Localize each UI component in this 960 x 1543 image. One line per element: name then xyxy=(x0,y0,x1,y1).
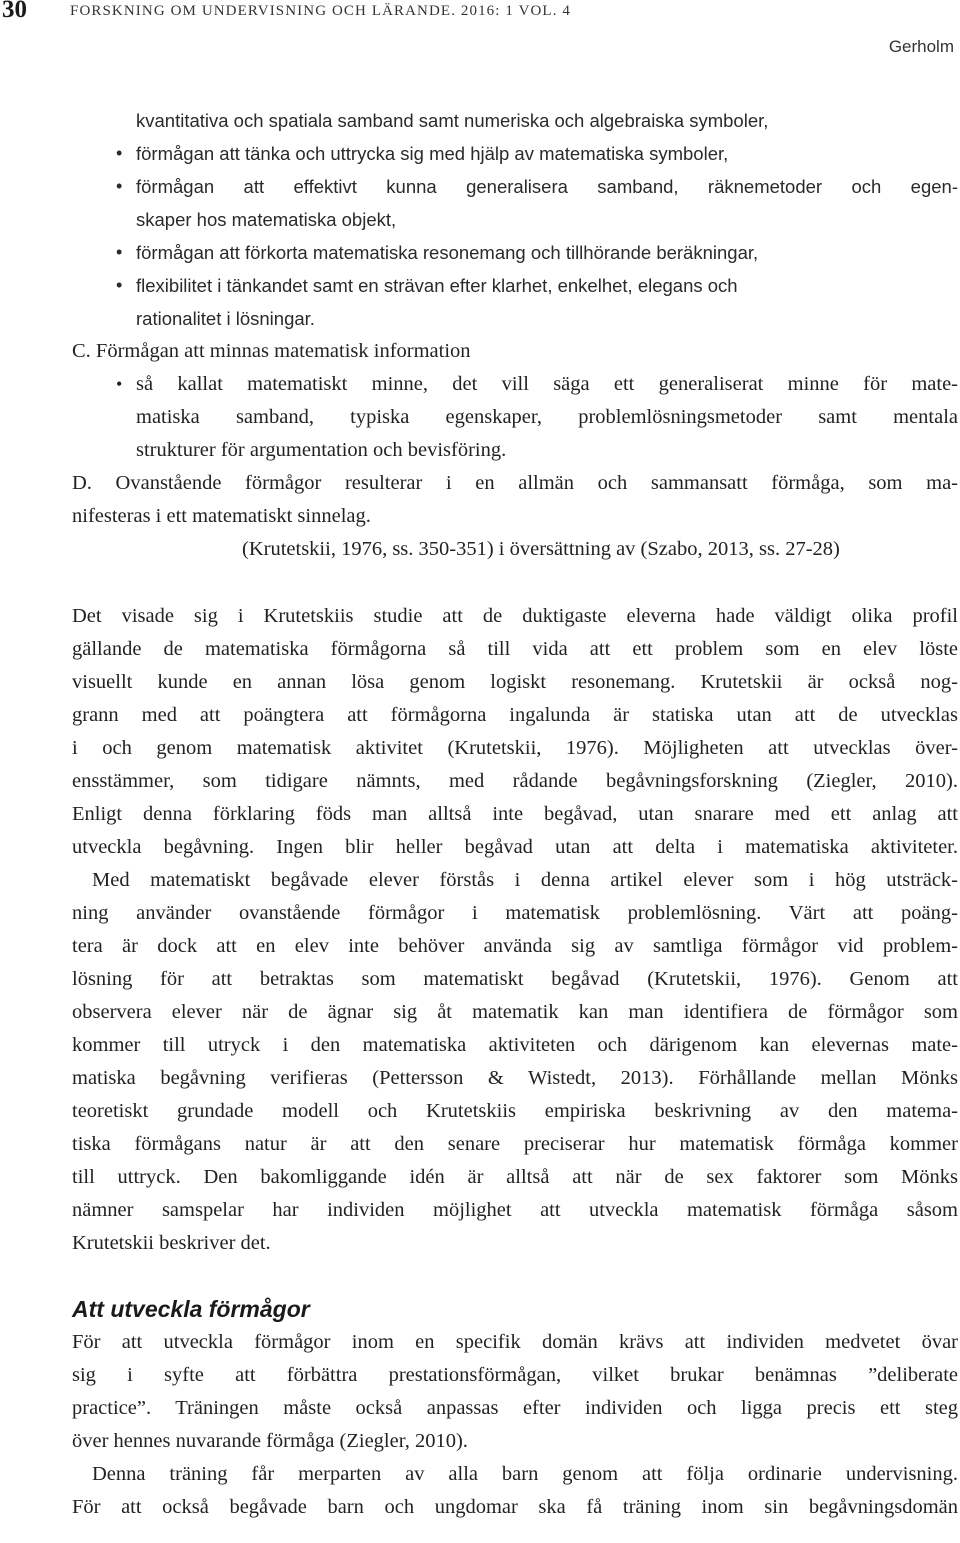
list-item: • så kallat matematiskt minne, det vill säga ett generaliserat minne för mate- xyxy=(136,368,958,401)
citation: (Krutetskii, 1976, ss. 350-351) i översättning av (Szabo, 2013, ss. 27-28) xyxy=(242,538,840,560)
bullet-icon: • xyxy=(116,242,123,262)
bullet-icon: • xyxy=(116,374,123,394)
bullet-icon: • xyxy=(116,176,123,196)
text-line: grann med att poängtera att förmågorna ingalunda är statiska utan att de utvecklas xyxy=(72,704,958,726)
paragraph xyxy=(72,600,958,864)
list-item: rationalitet i lösningar. xyxy=(136,308,315,329)
list-item: • förmågan att tänka och uttrycka sig med hjälp av matematiska symboler, xyxy=(136,137,958,170)
text-line: practice”. Träningen måste också anpassas efter individen och ligga precis ett steg xyxy=(72,1397,958,1419)
paragraph xyxy=(72,1326,958,1458)
text-line: Med matematiskt begåvade elever förstås i denna artikel elever som i hög utsträck- xyxy=(92,869,958,891)
text-line: observera elever när de ägnar sig åt matematik kan man identifiera de förmågor som xyxy=(72,1001,958,1023)
text-line: nifesteras i ett matematiskt sinnelag. xyxy=(72,505,371,527)
section-heading: Att utveckla förmågor xyxy=(72,1296,310,1322)
text-line: Krutetskii beskriver det. xyxy=(72,1232,271,1254)
text-line: till uttryck. Den bakomliggande idén är alltså att när de sex faktorer som Mönks xyxy=(72,1166,958,1188)
list-item: • flexibilitet i tänkandet samt en strävan efter klarhet, enkelhet, elegans och xyxy=(136,269,958,302)
page-number: 30 xyxy=(2,0,27,23)
article-body xyxy=(72,104,958,1524)
text-line: över hennes nuvarande förmåga (Ziegler, 2010). xyxy=(72,1430,468,1452)
text-line: nämner samspelar har individen möjlighet att utveckla matematisk förmåga såsom xyxy=(72,1199,958,1221)
list-item: kvantitativa och spatiala samband samt numeriska och algebraiska symboler, xyxy=(136,110,769,131)
text-line: tiska förmågans natur är att den senare preciserar hur matematisk förmåga kommer xyxy=(72,1133,958,1155)
paragraph xyxy=(72,864,958,1260)
text-line: lösning för att betraktas som matematiskt begåvad (Krutetskii, 1976). Genom att xyxy=(72,968,958,990)
list-item: skaper hos matematiska objekt, xyxy=(136,209,397,230)
text-line: Enligt denna förklaring föds man alltså inte begåvad, utan snarare med ett anlag att xyxy=(72,803,958,825)
text-line: tera är dock att en elev inte behöver använda sig av samtliga förmågor vid problem- xyxy=(72,935,958,957)
running-author: Gerholm xyxy=(888,37,954,56)
text-line: i och genom matematisk aktivitet (Krutetskii, 1976). Möjligheten att utvecklas över- xyxy=(72,737,958,759)
bullet-icon: • xyxy=(116,275,123,295)
text-line: matiska begåvning verifieras (Pettersson & Wistedt, 2013). Förhållande mellan Mönks xyxy=(72,1067,958,1089)
text-line: Det visade sig i Krutetskiis studie att de duktigaste eleverna hade väldigt olika profil xyxy=(72,605,958,627)
text-line: D. Ovanstående förmågor resulterar i en allmän och sammansatt förmåga, som ma- xyxy=(72,472,958,494)
ability-list xyxy=(72,104,958,335)
text-line: sig i syfte att förbättra prestationsförmågan, vilket brukar benämnas ”deliberate xyxy=(72,1364,958,1386)
text-line: För att utveckla förmågor inom en specifik domän krävs att individen medvetet övar xyxy=(72,1331,958,1353)
list-item: • förmågan att förkorta matematiska resonemang och tillhörande beräkningar, xyxy=(136,236,958,269)
text-line: ensstämmer, som tidigare nämnts, med rådande begåvningsforskning (Ziegler, 2010). xyxy=(72,770,958,792)
text-line: gällande de matematiska förmågorna så till vida att ett problem som en elev löste xyxy=(72,638,958,660)
text-line: utveckla begåvning. Ingen blir heller begåvad utan att delta i matematiska aktiviteter. xyxy=(72,836,958,858)
section-c xyxy=(72,335,958,467)
text-line: För att också begåvade barn och ungdomar ska få träning inom sin begåvningsdomän xyxy=(72,1496,958,1518)
text-line: kommer till utryck i den matematiska aktiviteten och därigenom kan elevernas mate- xyxy=(72,1034,958,1056)
page-header xyxy=(0,0,960,60)
bullet-icon: • xyxy=(116,143,123,163)
text-line: visuellt kunde en annan lösa genom logiskt resonemang. Krutetskii är också nog- xyxy=(72,671,958,693)
journal-title: FORSKNING OM UNDERVISNING OCH LÄRANDE. 2016: 1 VOL. 4 xyxy=(70,3,571,19)
list-item: strukturer för argumentation och bevisföring. xyxy=(136,439,507,461)
paragraph xyxy=(72,1458,958,1524)
text-line: Denna träning får merparten av alla barn genom att följa ordinarie undervisning. xyxy=(92,1463,958,1485)
text-line: teoretiskt grundade modell och Krutetskiis empiriska beskrivning av den matema- xyxy=(72,1100,958,1122)
text-line: ning använder ovanstående förmågor i matematisk problemlösning. Värt att poäng- xyxy=(72,902,958,924)
list-item: • förmågan att effektivt kunna generalisera samband, räknemetoder och egen- xyxy=(136,170,958,203)
section-c-heading: C. Förmågan att minnas matematisk information xyxy=(72,340,471,362)
section-d xyxy=(72,467,958,566)
list-item: matiska samband, typiska egenskaper, problemlösningsmetoder samt mentala xyxy=(136,406,958,428)
